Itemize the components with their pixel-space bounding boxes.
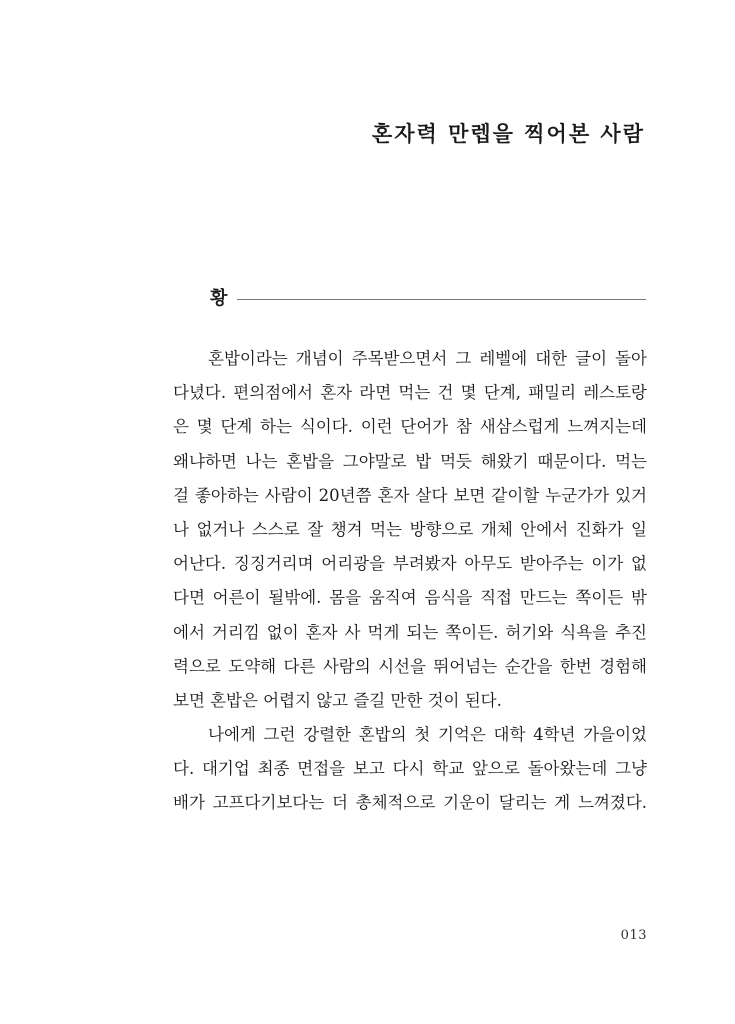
paragraph-2-line: 다. 대기업 최종 면접을 보고 다시 학교 앞으로 돌아왔는데 그냥 [173,759,647,779]
author-byline [210,284,646,310]
body-text [173,342,647,821]
paragraph-1-line: 보면 혼밥은 어렵지 않고 즐길 만한 것이 된다. [173,690,502,710]
page-number: 013 [620,928,647,943]
paragraph-1-line: 혼밥이라는 개념이 주목받으면서 그 레벨에 대한 글이 돌아 [208,349,647,368]
paragraph-2-line: 나에게 그런 강렬한 혼밥의 첫 기억은 대학 4학년 가을이었 [208,725,647,745]
author-rule-divider [237,299,646,300]
paragraph-1-line: 왜냐하면 나는 혼밥을 그야말로 밥 먹듯 해왔기 때문이다. 먹는 [173,451,647,471]
paragraph-1-line: 력으로 도약해 다른 사람의 시선을 뛰어넘는 순간을 한번 경험해 [173,656,647,676]
paragraph-1-line: 에서 거리낌 없이 혼자 사 먹게 되는 쪽이든. 허기와 식욕을 추진 [173,622,647,642]
author-name: 황 [210,288,228,309]
paragraph-1-line: 다녔다. 편의점에서 혼자 라면 먹는 건 몇 단계, 패밀리 레스토랑 [173,383,647,403]
paragraph-1-line: 다면 어른이 될밖에. 몸을 움직여 음식을 직접 만드는 쪽이든 밖 [173,588,647,608]
chapter-title: 혼자력 만렙을 찍어본 사람 [371,121,645,146]
paragraph-1-line: 걸 좋아하는 사람이 20년쯤 혼자 살다 보면 같이할 누군가가 있거 [173,485,647,505]
paragraph-1-line: 나 없거나 스스로 잘 챙겨 먹는 방향으로 개체 안에서 진화가 일 [173,519,647,539]
paragraph-1-line: 은 몇 단계 하는 식이다. 이런 단어가 참 새삼스럽게 느껴지는데 [173,417,647,437]
paragraph-2-line: 배가 고프다기보다는 더 총체적으로 기운이 달리는 게 느껴졌다. [173,793,647,813]
paragraph-1-line: 어난다. 징징거리며 어리광을 부려봤자 아무도 받아주는 이가 없 [173,554,647,574]
